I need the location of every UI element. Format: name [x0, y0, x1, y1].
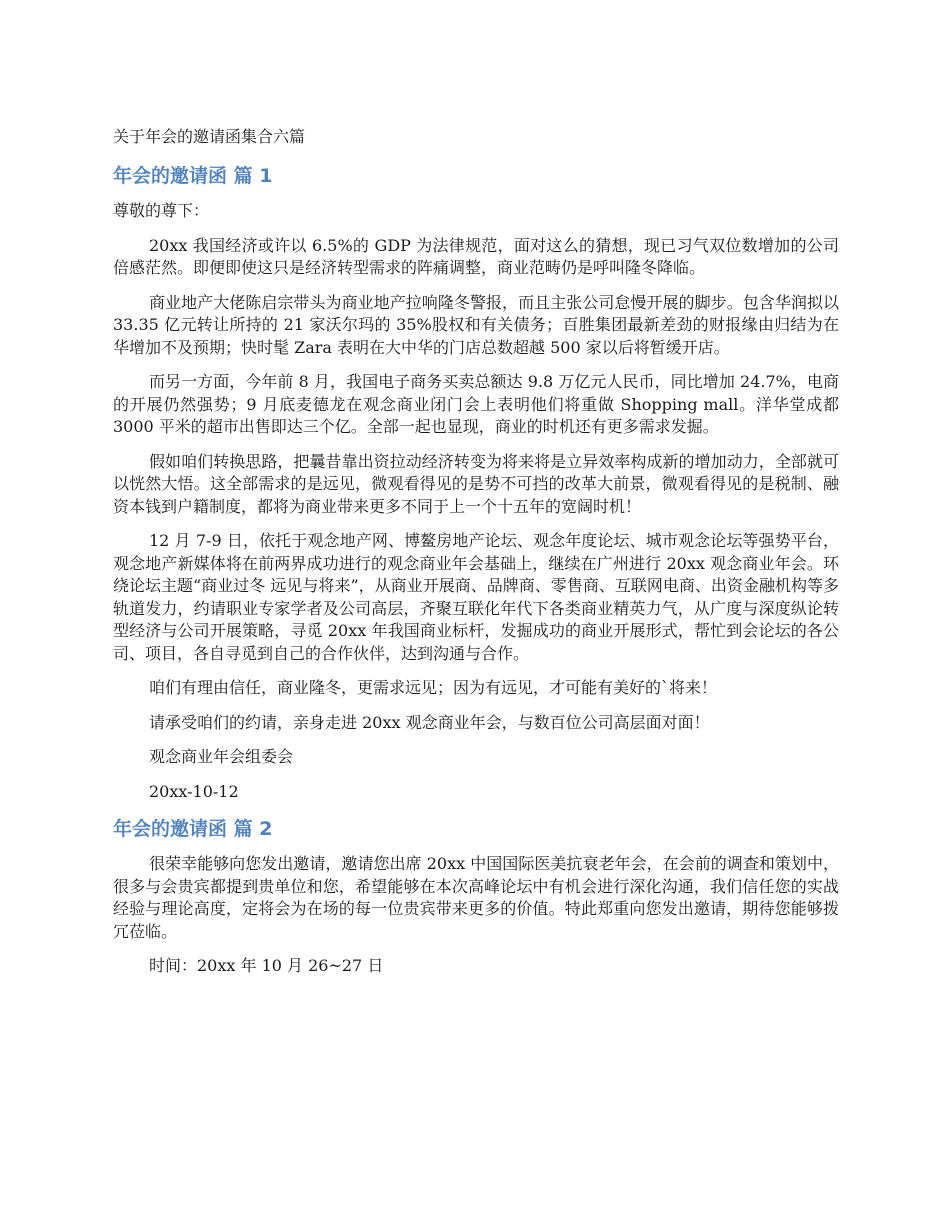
paragraph: 商业地产大佬陈启宗带头为商业地产拉响隆冬警报，而且主张公司怠慢开展的脚步。包含华润拟以 33.35 亿元转让所持的 21 家沃尔玛的 35%股权和有关债务；百胜集团最新差劲的财报缘由归结为在华增加不及预期；快时髦 Zara 表明在大中华的门店总数超越 500 家以后将暂缓开店。: [113, 292, 839, 357]
signature-date: 20xx-10-12: [149, 781, 239, 801]
document-title: 关于年会的邀请函集合六篇: [113, 127, 306, 146]
paragraph: 请承受咱们的约请，亲身走进 20xx 观念商业年会，与数百位公司高层面对面！: [149, 712, 710, 732]
section-heading: 年会的邀请函 篇 2: [113, 818, 273, 840]
paragraph: 咱们有理由信任，商业隆冬，更需求远见；因为有远见，才可能有美好的`将来！: [149, 678, 718, 697]
paragraph: 20xx 我国经济或许以 6.5%的 GDP 为法律规范，面对这么的猜想，现已习气双位数增加的公司倍感茫然。即便即使这只是经济转型需求的阵痛调整，商业范畴仍是呼叫隆冬降临。: [113, 235, 839, 277]
paragraph: 而另一方面，今年前 8 月，我国电子商务买卖总额达 9.8 万亿元人民币，同比增加 24.7%，电商的开展仍然强势；9 月底麦德龙在观念商业闭门会上表明他们将重做 Shopping mall。洋华堂成都 3000 平米的超市出售即达三个亿。全部一起也显现，商业的时机还有更多需求发掘。: [113, 372, 839, 436]
document-body: [113, 124, 839, 990]
section-heading: 年会的邀请函 篇 1: [113, 165, 273, 187]
paragraph: 12 月 7-9 日，依托于观念地产网、博鳌房地产论坛、观念年度论坛、城市观念论坛等强势平台，观念地产新媒体将在前两界成功进行的观念商业年会基础上，继续在广州进行 20xx 观念商业年会。环绕论坛主题“商业过冬 远见与将来”，从商业开展商、品牌商、零售商、互联网电商、出资金融机构等多轨道发力，约请职业专家学者及公司高层，齐聚互联化年代下各类商业精英力气，从广度与深度纵论转型经济与公司开展策略，寻觅 20xx 年我国商业标杆，发掘成功的商业开展形式，帮忙到会论坛的各公司、项目，各自寻觅到自己的合作伙伴，达到沟通与合作。: [113, 531, 839, 663]
paragraph: 假如咱们转换思路，把曩昔靠出资拉动经济转变为将来将是立异效率构成新的增加动力，全部就可以恍然大悟。这全部需求的是远见，微观看得见的是势不可挡的改革大前景，微观看得见的是税制、融资本钱到户籍制度，都将为商业带来更多不同于上一个十五年的宽阔时机！: [113, 451, 839, 516]
section-1: [113, 162, 839, 803]
section-2: [113, 815, 839, 978]
paragraph: 很荣幸能够向您发出邀请，邀请您出席 20xx 中国国际医美抗衰老年会，在会前的调查和策划中，很多与会贵宾都提到贵单位和您，希望能够在本次高峰论坛中有机会进行深化沟通，我们信任您的实战经验与理论高度，定将会为在场的每一位贵宾带来更多的价值。特此郑重向您发出邀请，期待您能够拨冗莅临。: [113, 854, 839, 941]
event-time: 时间：20xx 年 10 月 26~27 日: [149, 956, 384, 975]
signature-organizer: 观念商业年会组委会: [149, 747, 294, 766]
salutation: 尊敬的尊下：: [113, 201, 210, 220]
